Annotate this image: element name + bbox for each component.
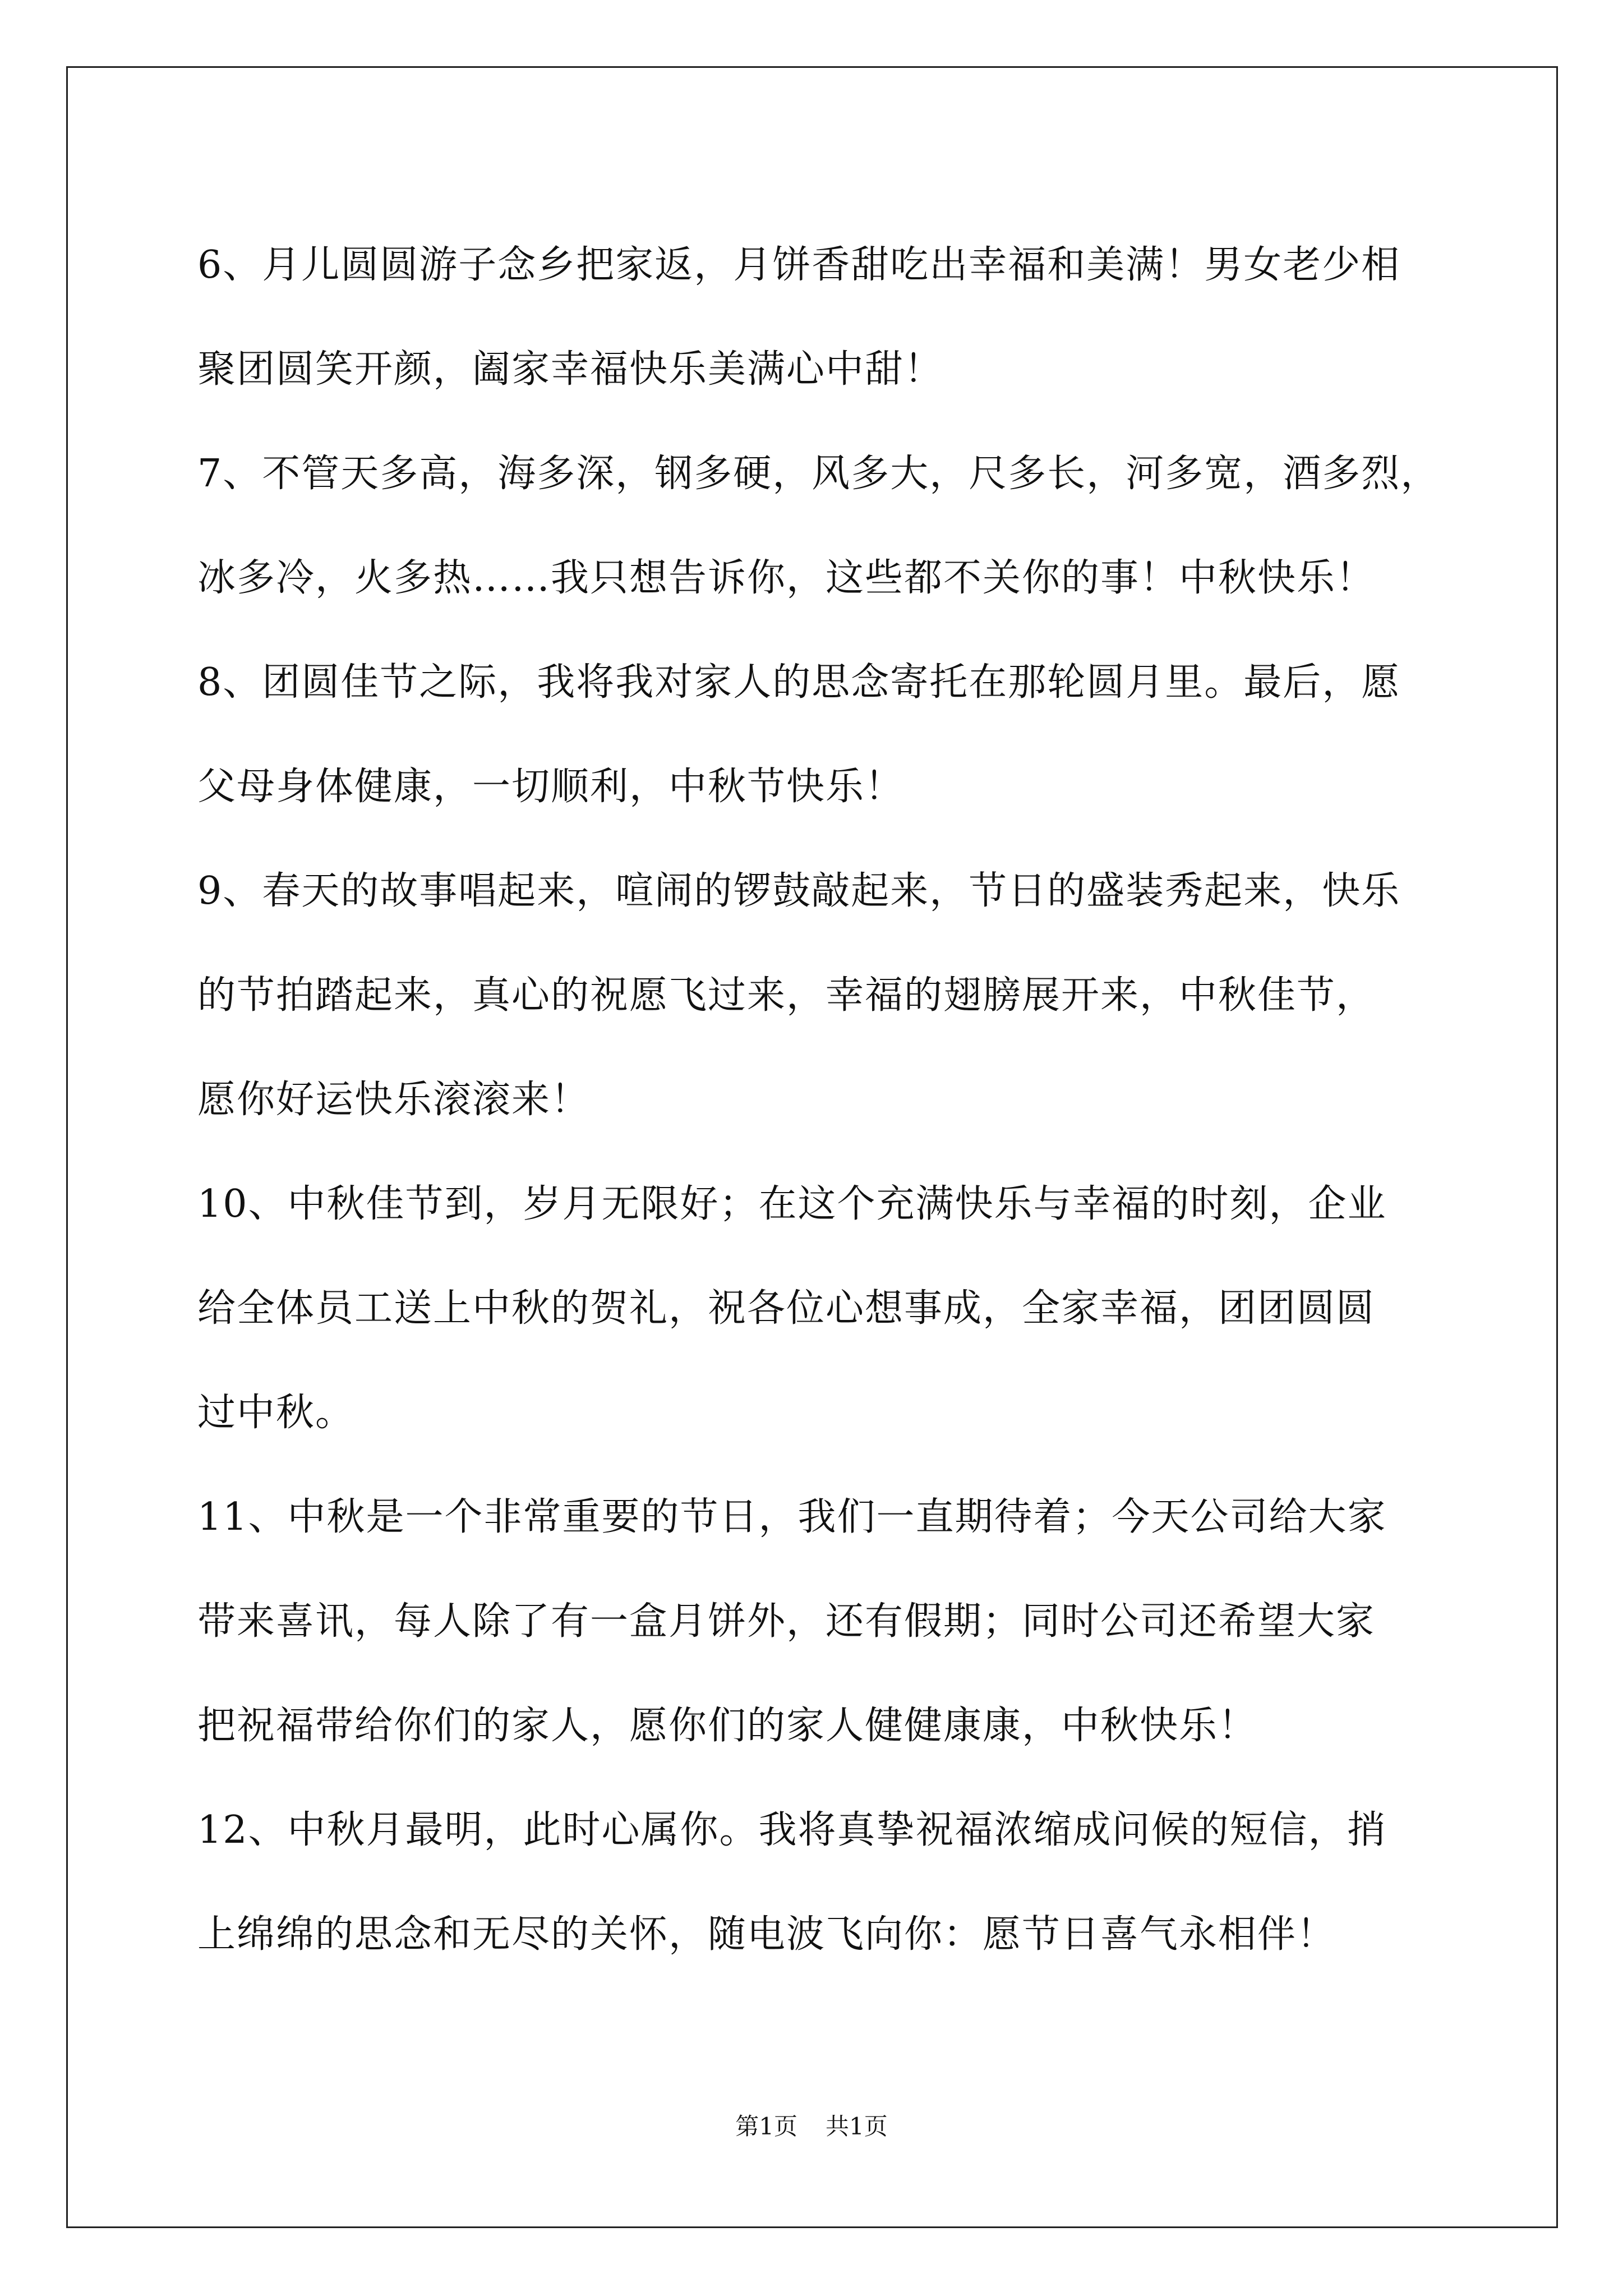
text-line: 7、不管天多高，海多深，钢多硬，风多大，尺多长，河多宽，酒多烈， — [197, 452, 1440, 496]
text-line: 12、中秋月最明，此时心属你。我将真挚祝福浓缩成问候的短信，捎 — [197, 1808, 1387, 1852]
text-line: 6、月儿圆圆游子念乡把家返，月饼香甜吃出幸福和美满！男女老少相 — [197, 243, 1401, 287]
text-line: 带来喜讯，每人除了有一盒月饼外，还有假期；同时公司还希望大家 — [197, 1599, 1376, 1644]
text-line: 冰多冷，火多热……我只想告诉你，这些都不关你的事！中秋快乐！ — [197, 556, 1376, 600]
text-line: 8、团圆佳节之际，我将我对家人的思念寄托在那轮圆月里。最后，愿 — [197, 660, 1401, 705]
text-line: 的节拍踏起来，真心的祝愿飞过来，幸福的翅膀展开来，中秋佳节， — [197, 973, 1376, 1018]
page-footer — [0, 2108, 1623, 2142]
text-line: 愿你好运快乐滚滚来！ — [197, 1078, 591, 1122]
text-line: 给全体员工送上中秋的贺礼，祝各位心想事成，全家幸福，团团圆圆 — [197, 1286, 1376, 1331]
document-body — [197, 213, 1440, 1987]
text-line: 上绵绵的思念和无尽的关怀，随电波飞向你：愿节日喜气永相伴！ — [197, 1912, 1336, 1957]
text-line: 聚团圆笑开颜，阖家幸福快乐美满心中甜！ — [197, 347, 944, 392]
page-number-current: 第1页 — [735, 2113, 797, 2140]
text-line: 过中秋。 — [197, 1391, 355, 1435]
text-line: 11、中秋是一个非常重要的节日，我们一直期待着；今天公司给大家 — [197, 1495, 1387, 1539]
page-number-total: 共1页 — [826, 2113, 888, 2140]
text-line: 10、中秋佳节到，岁月无限好；在这个充满快乐与幸福的时刻，企业 — [197, 1182, 1387, 1226]
text-line: 父母身体健康，一切顺利，中秋节快乐！ — [197, 765, 905, 809]
text-line: 9、春天的故事唱起来，喧闹的锣鼓敲起来，节日的盛装秀起来，快乐 — [197, 869, 1401, 913]
text-line: 把祝福带给你们的家人，愿你们的家人健健康康，中秋快乐！ — [197, 1704, 1258, 1748]
